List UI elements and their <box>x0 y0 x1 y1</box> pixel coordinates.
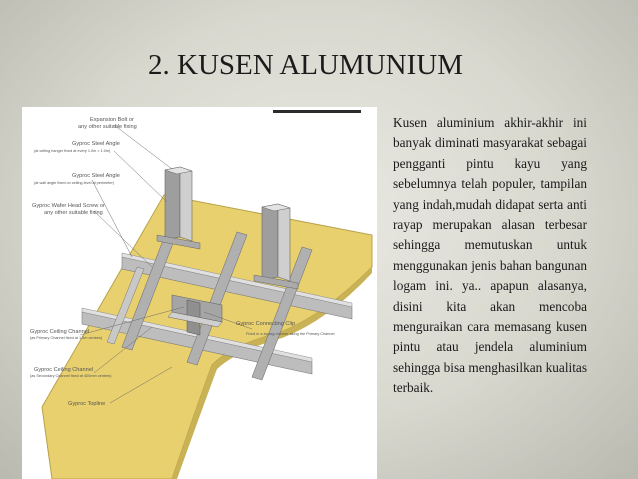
label-wafer-screw: Gyproc Wafer Head Screw or <box>32 203 105 209</box>
slide-body-text: Kusen aluminium akhir-akhir ini banyak diminati masyarakat sebagai pengganti pintu kayu yang sebelumnya telah populer, tampilan yang indah,mudah didapat serta anti rayap merupakan alasan terbesar sehingga memutuskan untuk menggunakan jenis bahan bangunan logam ini. ya.. apapun alasanya, disini kita akan mencoba menguraikan cara memasang kusen pintu atau jendela aluminium sehingga bisa menghasilkan kualitas terbaik. <box>393 115 587 396</box>
ceiling-top-line <box>273 110 361 113</box>
label-steel-angle-1: Gyproc Steel Angle <box>72 141 120 147</box>
diagram-svg <box>22 107 377 479</box>
label-ceiling-channel-secondary-sub: (as Secondary Channel fixed at 400mm centres) <box>30 374 112 378</box>
label-ceiling-channel-secondary: Gyproc Ceiling Channel <box>34 367 94 373</box>
label-topline: Gyproc Topline <box>68 401 106 407</box>
label-steel-angle-2: Gyproc Steel Angle <box>72 173 120 179</box>
ceiling-installation-diagram <box>22 107 377 479</box>
label-steel-angle-2-sub: (at wall angle fixed on ceiling level at perimeter) <box>34 181 114 185</box>
label-steel-angle-1-sub: (at ceiling hanger fixed at every 1.0m × 1.0m) <box>34 149 111 153</box>
label-expansion-bolt: Expansion Bolt or <box>90 117 134 123</box>
slide-title: 2. KUSEN ALUMUNIUM <box>148 49 463 81</box>
label-ceiling-channel-primary: Gyproc Ceiling Channel <box>30 329 90 335</box>
label-expansion-bolt-sub: any other suitable fixing <box>78 124 137 130</box>
label-wafer-screw-sub: any other suitable fixing <box>44 210 103 216</box>
label-connecting-clip: Gyproc Connecting Clip <box>236 321 296 327</box>
label-ceiling-channel-primary-sub: (as Primary Channel fixed at 1.0m centres) <box>30 336 103 340</box>
label-connecting-clip-sub: Fixed in a zigzag manner along the Primary Channel <box>246 332 335 336</box>
